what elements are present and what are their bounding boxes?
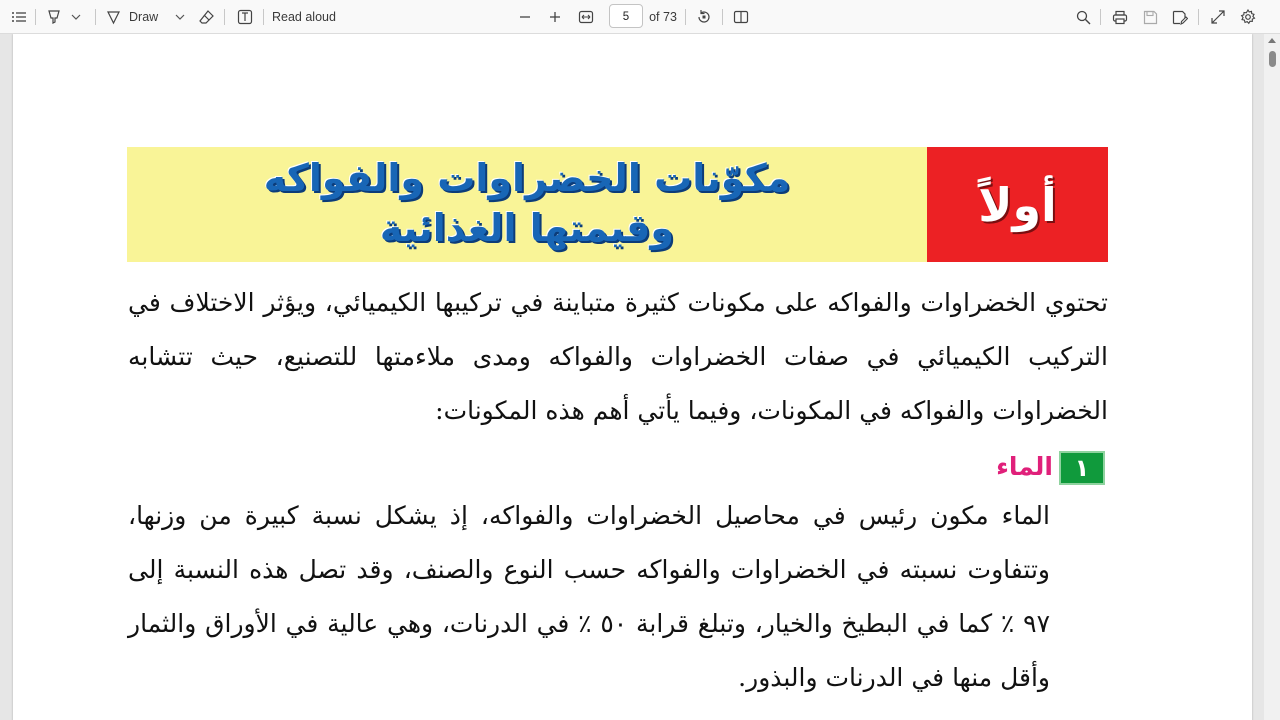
toolbar-divider [95,9,96,25]
read-aloud-label: Read aloud [272,10,336,24]
page-view-icon[interactable] [730,5,752,29]
section-title [127,147,927,253]
draw-label: Draw [129,10,159,24]
pdf-page [13,34,1252,720]
toolbar-divider [1198,9,1199,25]
save-icon[interactable] [1139,5,1161,29]
read-aloud-button[interactable] [272,5,344,29]
highlight-icon[interactable] [43,5,65,29]
document-viewer[interactable] [0,34,1280,720]
rotate-icon[interactable] [693,5,715,29]
section-badge: أولاً [978,177,1057,232]
intro-paragraph: تحتوي الخضراوات والفواكه على مكونات كثيرة متباينة في تركيبها الكيميائي، ويؤثر الاختلاف في التركيب الكيميائي في صفات الخضراوات والفواكه ومدى ملاءمتها للتصنيع، حيث تتشابه الخضراوات والفواكه في المكونات، وفيما يأتي أهم هذه المكونات: [128,288,1108,425]
draw-icon [106,10,121,25]
eraser-icon[interactable] [196,5,218,29]
highlight-chevron-down-icon[interactable] [68,5,84,29]
fit-to-page-icon[interactable] [575,5,597,29]
settings-gear-icon[interactable] [1237,5,1259,29]
pdf-toolbar [0,0,1280,34]
vertical-scrollbar[interactable] [1264,34,1280,720]
zoom-out-icon[interactable] [515,5,535,29]
section-title-line-2: وقيمتها الغذائية [379,206,675,250]
section-title-banner [127,147,927,262]
subsection-title: الماء [996,452,1053,481]
scroll-up-arrow-icon[interactable] [1268,38,1276,43]
draw-button[interactable] [106,5,166,29]
save-as-icon[interactable] [1169,5,1191,29]
toolbar-divider [722,9,723,25]
page-total: of 73 [649,10,677,24]
toolbar-divider [224,9,225,25]
draw-chevron-down-icon[interactable] [172,5,188,29]
contents-icon[interactable] [8,5,30,29]
print-icon[interactable] [1109,5,1131,29]
search-icon[interactable] [1072,5,1094,29]
toolbar-divider [35,9,36,25]
water-paragraph: الماء مكون رئيس في محاصيل الخضراوات والفواكه، إذ يشكل نسبة كبيرة من وزنها، وتتفاوت نسبته في الخضراوات والفواكه حسب النوع والصنف، وقد تصل هذه النسبة إلى ٩٧ ٪ كما في البطيخ والخيار، وتبلغ قرابة ٥٠ ٪ في الدرنات، وهي عالية في الأوراق والثمار وأقل منها في الدرنات والبذور. [128,501,1050,692]
text-box-icon[interactable] [234,5,256,29]
subsection-number-badge: ١ [1059,451,1105,485]
section-title-line-1: مكوّنات الخضراوات والفواكه [263,156,791,200]
toolbar-divider [685,9,686,25]
scrollbar-thumb[interactable] [1269,51,1276,67]
toolbar-divider [263,9,264,25]
page-number-input[interactable]: 5 [609,4,643,28]
full-screen-icon[interactable] [1207,5,1229,29]
section-number-banner [927,147,1108,262]
zoom-in-icon[interactable] [545,5,565,29]
toolbar-divider [1100,9,1101,25]
